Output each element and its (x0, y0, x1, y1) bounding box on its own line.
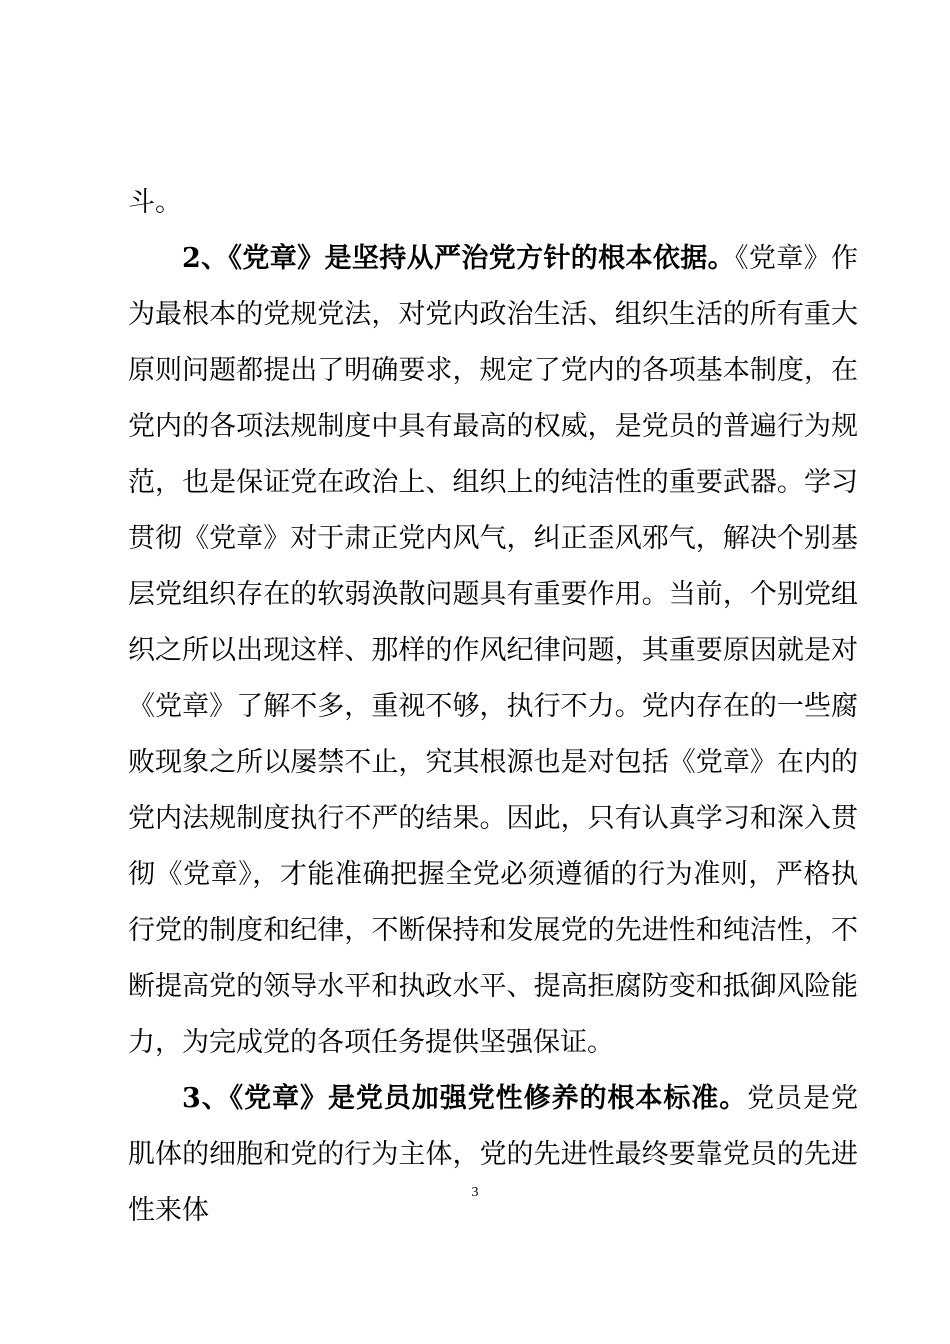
paragraph-2 (128, 231, 858, 1071)
carryover-line: 斗。 (128, 187, 182, 218)
paragraph-3 (128, 1071, 858, 1239)
paragraph-3-heading: 3、《党章》是党员加强党性修养的根本标准。 (182, 1083, 748, 1114)
body-text (128, 175, 858, 1239)
paragraph-2-body: 《党章》作为最根本的党规党法，对党内政治生活、组织生活的所有重大原则问题都提出了明确要求，规定了党内的各项基本制度，在党内的各项法规制度中具有最高的权威，是党员的普遍行为规范，也是保证党在政治上、组织上的纯洁性的重要武器。学习贯彻《党章》对于肃正党内风气，纠正歪风邪气，解决个别基层党组织存在的软弱涣散问题具有重要作用。当前，个别党组织之所以出现这样、那样的作风纪律问题，其重要原因就是对《党章》了解不多，重视不够，执行不力。党内存在的一些腐败现象之所以屡禁不止，究其根源也是对包括《党章》在内的党内法规制度执行不严的结果。因此，只有认真学习和深入贯彻《党章》，才能准确把握全党必须遵循的行为准则，严格执行党的制度和纪律，不断保持和发展党的先进性和纯洁性，不断提高党的领导水平和执政水平、提高拒腐防变和抵御风险能力，为完成党的各项任务提供坚强保证。 (128, 243, 859, 1058)
paragraph-3-body: 党员是党肌体的细胞和党的行为主体，党的先进性最终要靠党员的先进性来体 (128, 1083, 858, 1226)
paragraph-2-heading: 2、《党章》是坚持从严治党方针的根本依据。 (182, 243, 736, 274)
page-number: 3 (471, 1185, 479, 1200)
